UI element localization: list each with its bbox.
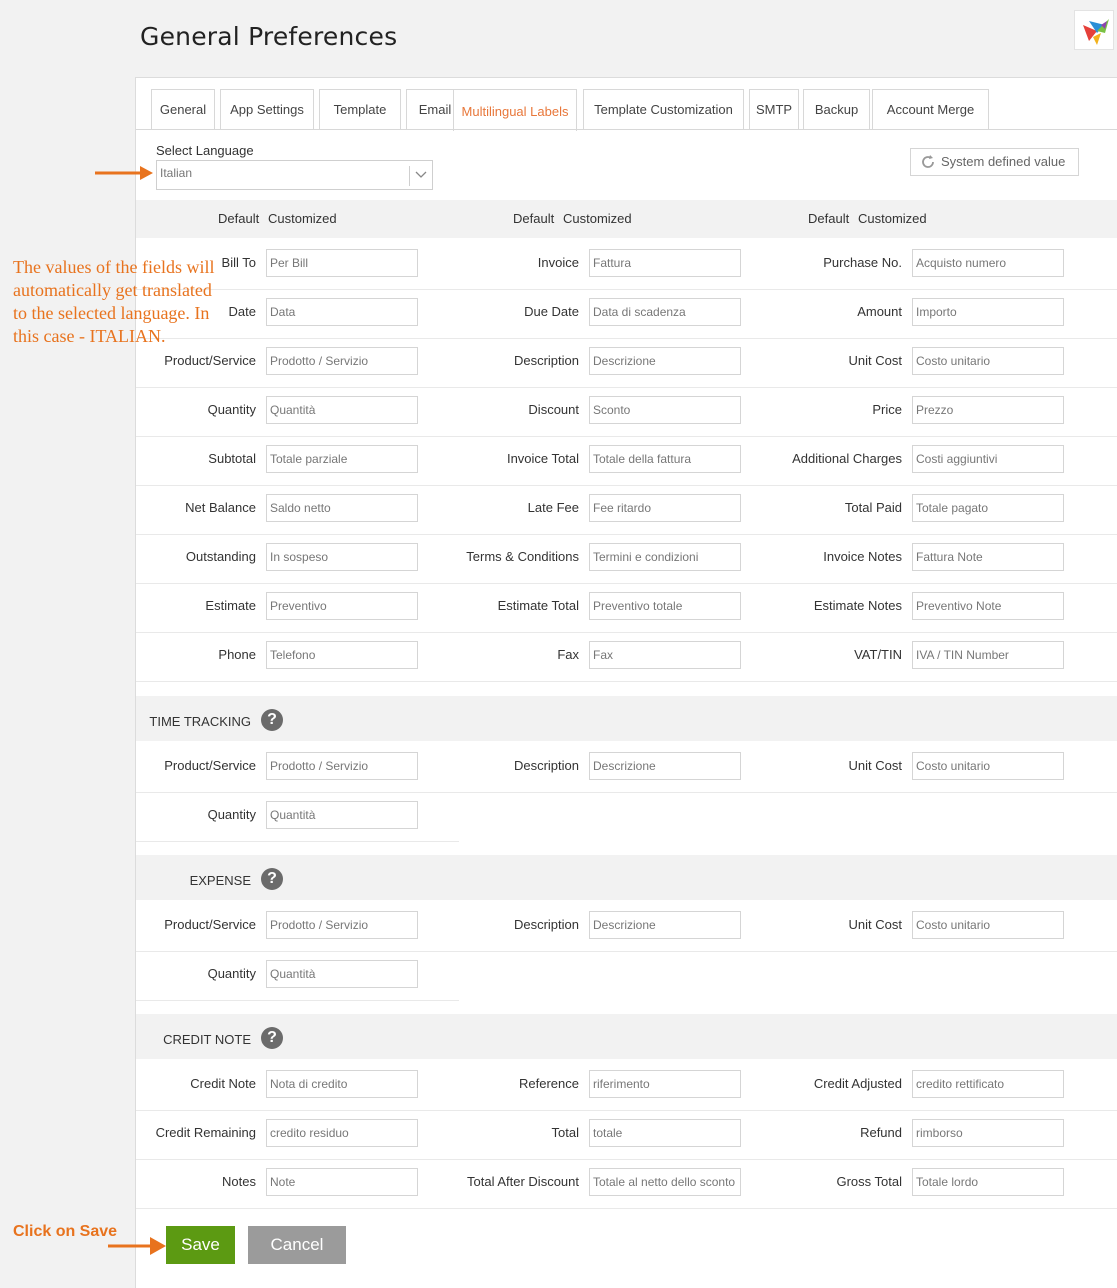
quantity-input[interactable] (266, 396, 418, 424)
vat-tin-label: VAT/TIN (854, 647, 902, 662)
quantity-label: Quantity (207, 402, 256, 417)
invoice-total-input[interactable] (589, 445, 741, 473)
unit-cost-label: Unit Cost (848, 353, 902, 368)
row-divider (136, 387, 1117, 388)
row-divider (136, 1208, 1117, 1209)
late-fee-label: Late Fee (527, 500, 579, 515)
unit-cost-input[interactable] (912, 347, 1064, 375)
row-divider (136, 436, 1117, 437)
help-icon[interactable]: ? (261, 709, 283, 731)
discount-input[interactable] (589, 396, 741, 424)
chevron-down-icon (414, 167, 428, 181)
cancel-button[interactable]: Cancel (248, 1226, 346, 1264)
app-logo-icon (1074, 10, 1114, 50)
system-defined-value-button[interactable] (910, 148, 1079, 176)
date-input[interactable] (266, 298, 418, 326)
amount-label: Amount (857, 304, 902, 319)
tab-account-merge[interactable]: Account Merge (872, 89, 989, 129)
fax-input[interactable] (589, 641, 741, 669)
language-select-value: Italian (160, 166, 193, 180)
description-label: Description (513, 353, 579, 368)
tab-app-settings[interactable]: App Settings (220, 89, 314, 129)
credit-note-gross-total-label: Gross Total (836, 1174, 902, 1189)
terms-conditions-label: Terms & Conditions (466, 549, 579, 564)
discount-label: Discount (528, 402, 579, 417)
row-divider (136, 632, 1117, 633)
credit-note-reference-input[interactable] (589, 1070, 741, 1098)
row-divider (136, 289, 1117, 290)
customized-column-header: Customized (268, 211, 337, 226)
expense-section-band (136, 855, 1117, 900)
time-tracking-product-service-label: Product/Service (164, 758, 256, 773)
time-tracking-description-input[interactable] (589, 752, 741, 780)
purchase-no-label: Purchase No. (823, 255, 902, 270)
language-select[interactable] (156, 160, 433, 190)
select-separator (409, 166, 410, 186)
credit-note-total-after-discount-label: Total After Discount (467, 1174, 579, 1189)
annotation-click-save: Click on Save (13, 1223, 118, 1240)
preferences-panel (135, 77, 1117, 1288)
additional-charges-label: Additional Charges (792, 451, 902, 466)
expense-quantity-input[interactable] (266, 960, 418, 988)
vat-tin-input[interactable] (912, 641, 1064, 669)
credit-note-refund-input[interactable] (912, 1119, 1064, 1147)
tab-email[interactable]: Email (406, 89, 464, 129)
default-column-header: Default (218, 211, 260, 226)
tab-general[interactable]: General (151, 89, 215, 129)
invoice-notes-input[interactable] (912, 543, 1064, 571)
estimate-total-input[interactable] (589, 592, 741, 620)
row-divider (136, 792, 1117, 793)
credit-note-total-label: Total (551, 1125, 579, 1140)
outstanding-input[interactable] (266, 543, 418, 571)
arrow-save-icon (108, 1236, 168, 1256)
row-divider (136, 681, 1117, 682)
estimate-notes-input[interactable] (912, 592, 1064, 620)
time-tracking-description-label: Description (513, 758, 579, 773)
system-defined-value-label: System defined value (941, 154, 1066, 169)
due-date-label: Due Date (524, 304, 579, 319)
default-column-header: Default (513, 211, 555, 226)
help-icon[interactable]: ? (261, 868, 283, 890)
credit-note-credit-remaining-input[interactable] (266, 1119, 418, 1147)
estimate-notes-label: Estimate Notes (813, 598, 902, 613)
time-tracking-unit-cost-label: Unit Cost (848, 758, 902, 773)
credit-note-refund-label: Refund (860, 1125, 902, 1140)
credit-note-total-input[interactable] (589, 1119, 741, 1147)
row-divider (136, 583, 1117, 584)
description-input[interactable] (589, 347, 741, 375)
purchase-no-input[interactable] (912, 249, 1064, 277)
total-paid-label: Total Paid (844, 500, 902, 515)
tab-multilingual-labels[interactable]: Multilingual Labels (453, 89, 577, 131)
credit-note-credit-note-label: Credit Note (190, 1076, 256, 1091)
annotation-note: The values of the fields will automatically get translated to the selected language. In this case - ITALIAN. (13, 257, 215, 346)
invoice-notes-label: Invoice Notes (823, 549, 902, 564)
customized-column-header: Customized (858, 211, 927, 226)
tab-backup[interactable]: Backup (803, 89, 870, 129)
time_tracking-section-band (136, 696, 1117, 741)
time_tracking-section-title: TIME TRACKING (149, 714, 251, 729)
estimate-label: Estimate (205, 598, 256, 613)
amount-input[interactable] (912, 298, 1064, 326)
row-divider (136, 485, 1117, 486)
credit-note-credit-remaining-label: Credit Remaining (155, 1125, 256, 1140)
invoice-total-label: Invoice Total (506, 451, 579, 466)
credit-note-total-after-discount-input[interactable] (589, 1168, 741, 1196)
expense-section-title: EXPENSE (189, 873, 251, 888)
net-balance-input[interactable] (266, 494, 418, 522)
row-divider (136, 841, 459, 842)
expense-unit-cost-label: Unit Cost (848, 917, 902, 932)
time-tracking-product-service-input[interactable] (266, 752, 418, 780)
price-label: Price (872, 402, 902, 417)
bill-to-input[interactable] (266, 249, 418, 277)
expense-product-service-input[interactable] (266, 911, 418, 939)
credit-note-notes-input[interactable] (266, 1168, 418, 1196)
credit-note-gross-total-input[interactable] (912, 1168, 1064, 1196)
credit_note-section-title: CREDIT NOTE (163, 1032, 251, 1047)
time-tracking-quantity-label: Quantity (207, 807, 256, 822)
product-service-label: Product/Service (164, 353, 256, 368)
date-label: Date (228, 304, 256, 319)
credit-note-notes-label: Notes (222, 1174, 256, 1189)
tab-divider (136, 129, 1117, 130)
select-language-label: Select Language (156, 143, 254, 158)
product-service-input[interactable] (266, 347, 418, 375)
credit-note-credit-adjusted-input[interactable] (912, 1070, 1064, 1098)
row-divider (136, 1000, 459, 1001)
phone-label: Phone (218, 647, 256, 662)
page-title: General Preferences (140, 22, 398, 51)
estimate-input[interactable] (266, 592, 418, 620)
row-divider (136, 534, 1117, 535)
outstanding-label: Outstanding (185, 549, 256, 564)
invoice-input[interactable] (589, 249, 741, 277)
credit-note-credit-note-input[interactable] (266, 1070, 418, 1098)
fax-label: Fax (557, 647, 579, 662)
expense-description-label: Description (513, 917, 579, 932)
row-divider (136, 1159, 1117, 1160)
expense-description-input[interactable] (589, 911, 741, 939)
bill-to-label: Bill To (221, 255, 256, 270)
credit-note-reference-label: Reference (519, 1076, 579, 1091)
subtotal-input[interactable] (266, 445, 418, 473)
expense-unit-cost-input[interactable] (912, 911, 1064, 939)
net-balance-label: Net Balance (185, 500, 256, 515)
terms-conditions-input[interactable] (589, 543, 741, 571)
subtotal-label: Subtotal (208, 451, 256, 466)
row-divider (136, 338, 1117, 339)
row-divider (136, 951, 1117, 952)
invoice-label: Invoice (537, 255, 579, 270)
late-fee-input[interactable] (589, 494, 741, 522)
tab-smtp[interactable]: SMTP (749, 89, 799, 129)
expense-quantity-label: Quantity (207, 966, 256, 981)
time-tracking-unit-cost-input[interactable] (912, 752, 1064, 780)
default-column-header: Default (808, 211, 850, 226)
additional-charges-input[interactable] (912, 445, 1064, 473)
time-tracking-quantity-input[interactable] (266, 801, 418, 829)
price-input[interactable] (912, 396, 1064, 424)
tab-template[interactable]: Template (319, 89, 401, 129)
arrow-language-icon (95, 165, 155, 181)
credit_note-section-band (136, 1014, 1117, 1059)
credit-note-credit-adjusted-label: Credit Adjusted (813, 1076, 902, 1091)
row-divider (136, 1110, 1117, 1111)
tab-template-customization[interactable]: Template Customization (583, 89, 744, 129)
expense-product-service-label: Product/Service (164, 917, 256, 932)
customized-column-header: Customized (563, 211, 632, 226)
phone-input[interactable] (266, 641, 418, 669)
due-date-input[interactable] (589, 298, 741, 326)
help-icon[interactable]: ? (261, 1027, 283, 1049)
total-paid-input[interactable] (912, 494, 1064, 522)
refresh-icon (920, 154, 936, 170)
save-button[interactable]: Save (166, 1226, 235, 1264)
estimate-total-label: Estimate Total (497, 598, 579, 613)
